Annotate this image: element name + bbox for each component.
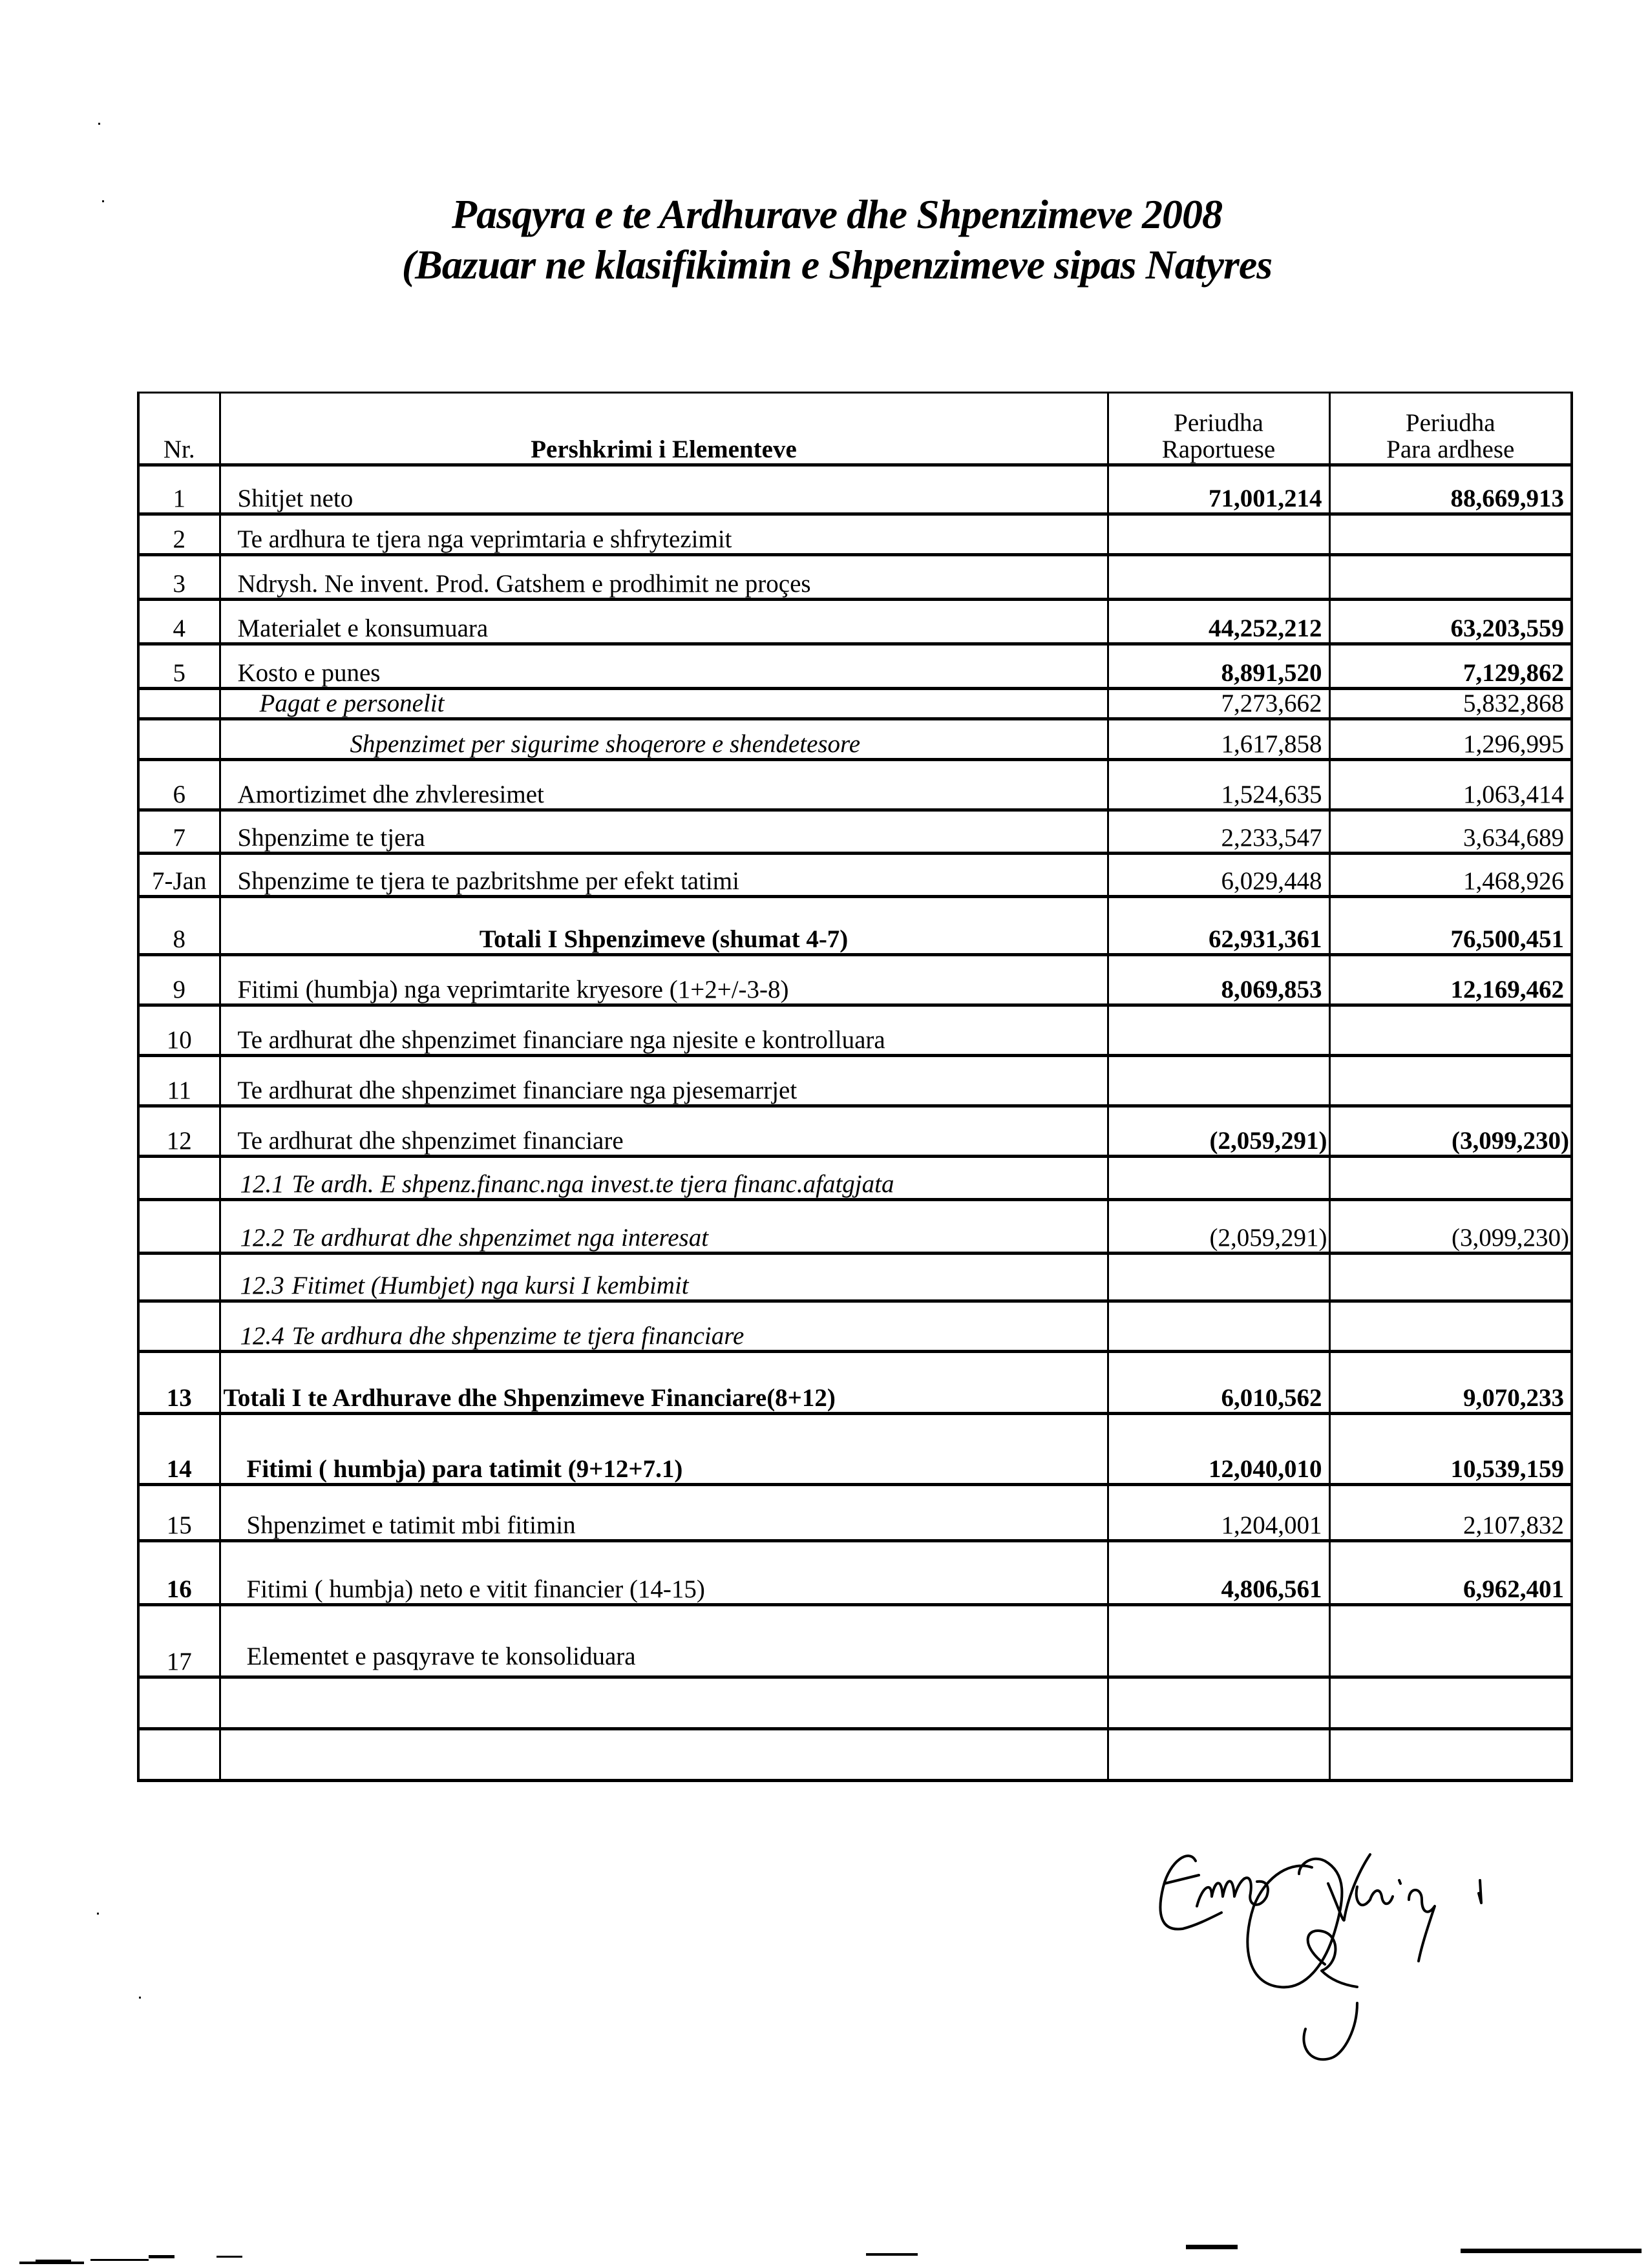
- row-current: 1,204,001: [1108, 1485, 1329, 1541]
- row-previous: [1329, 1301, 1572, 1352]
- row-nr: 16: [138, 1541, 220, 1605]
- row-nr: 9: [138, 955, 220, 1005]
- row-current: [1108, 1729, 1329, 1781]
- row-label: Shpenzime te tjera: [220, 810, 1108, 854]
- row-previous: [1329, 1254, 1572, 1301]
- row-nr: 13: [138, 1352, 220, 1414]
- row-current: [1108, 1157, 1329, 1200]
- row-nr: 4: [138, 600, 220, 644]
- table-header-row: [138, 393, 1572, 465]
- table-row: [138, 1605, 1572, 1677]
- table-row: [138, 719, 1572, 760]
- row-label: [220, 1200, 1108, 1254]
- scan-edge-mark: [866, 2253, 918, 2256]
- row-previous: 63,203,559: [1329, 600, 1572, 644]
- table-row: [138, 1485, 1572, 1541]
- table-row: [138, 1541, 1572, 1605]
- row-current: 71,001,214: [1108, 465, 1329, 514]
- row-current: [1108, 1254, 1329, 1301]
- row-previous: (3,099,230): [1329, 1106, 1572, 1157]
- row-label: Shpenzimet e tatimit mbi fitimin: [220, 1485, 1108, 1541]
- row-previous: 9,070,233: [1329, 1352, 1572, 1414]
- row-nr: [138, 1301, 220, 1352]
- row-nr: 7: [138, 810, 220, 854]
- scan-speck: [98, 123, 100, 125]
- row-previous: 88,669,913: [1329, 465, 1572, 514]
- row-previous: 10,539,159: [1329, 1414, 1572, 1485]
- table-row: [138, 897, 1572, 955]
- row-current: 2,233,547: [1108, 810, 1329, 854]
- row-nr: 6: [138, 760, 220, 810]
- row-previous: 2,107,832: [1329, 1485, 1572, 1541]
- row-previous: [1329, 555, 1572, 600]
- table-row: [138, 1301, 1572, 1352]
- row-label: Ndrysh. Ne invent. Prod. Gatshem e prodhimit ne proçes: [220, 555, 1108, 600]
- table-row: [138, 1352, 1572, 1414]
- header-nr: Nr.: [138, 393, 220, 465]
- row-label: Te ardhurat dhe shpenzimet financiare nga pjesemarrjet: [220, 1056, 1108, 1106]
- row-current: [1108, 555, 1329, 600]
- row-label: [220, 1729, 1108, 1781]
- row-current: [1108, 1677, 1329, 1729]
- row-nr: 1: [138, 465, 220, 514]
- header-current-line1: Periudha: [1174, 409, 1263, 437]
- income-statement-table: [137, 392, 1573, 1782]
- row-current: [1108, 1301, 1329, 1352]
- document-subtitle: (Bazuar ne klasifikimin e Shpenzimeve sipas Natyres: [401, 242, 1273, 288]
- row-current: (2,059,291): [1108, 1200, 1329, 1254]
- row-sub-label: Te ardh. E shpenz.financ.nga invest.te tjera financ.afatgjata: [291, 1170, 894, 1199]
- row-current: 1,617,858: [1108, 719, 1329, 760]
- scan-edge-mark: [1461, 2249, 1642, 2253]
- row-nr: 2: [138, 514, 220, 555]
- row-nr: [138, 1729, 220, 1781]
- row-label: Shitjet neto: [220, 465, 1108, 514]
- row-label: Fitimi (humbja) nga veprimtarite kryesore (1+2+/-3-8): [220, 955, 1108, 1005]
- row-nr: 3: [138, 555, 220, 600]
- header-previous-period: [1329, 393, 1572, 465]
- table-row: [138, 1106, 1572, 1157]
- header-previous-line2: Para ardhese: [1386, 436, 1515, 464]
- scan-speck: [139, 1997, 141, 1999]
- row-current: [1108, 1056, 1329, 1106]
- row-nr: 12: [138, 1106, 220, 1157]
- row-nr: [138, 1200, 220, 1254]
- row-sub-number: 12.4: [240, 1322, 284, 1350]
- table-row: [138, 1056, 1572, 1106]
- scan-speck: [97, 1913, 99, 1915]
- table-row: [138, 465, 1572, 514]
- table-row: [138, 854, 1572, 897]
- row-current: [1108, 1005, 1329, 1056]
- row-current: 4,806,561: [1108, 1541, 1329, 1605]
- table-row: [138, 600, 1572, 644]
- row-previous: 1,063,414: [1329, 760, 1572, 810]
- row-current: 6,029,448: [1108, 854, 1329, 897]
- row-previous: 76,500,451: [1329, 897, 1572, 955]
- row-label: Amortizimet dhe zhvleresimet: [220, 760, 1108, 810]
- scan-speck: [102, 200, 104, 202]
- table-row: [138, 1254, 1572, 1301]
- header-previous-line1: Periudha: [1405, 409, 1495, 437]
- row-previous: [1329, 1605, 1572, 1677]
- row-previous: [1329, 1005, 1572, 1056]
- table-row: [138, 810, 1572, 854]
- row-label: [220, 1301, 1108, 1352]
- row-current: [1108, 1605, 1329, 1677]
- table-row: [138, 644, 1572, 689]
- row-previous: (3,099,230): [1329, 1200, 1572, 1254]
- signature-icon: [1150, 1835, 1616, 2068]
- row-label: Shpenzimet per sigurime shoqerore e shendetesore: [220, 719, 1108, 760]
- row-previous: 1,296,995: [1329, 719, 1572, 760]
- row-label: Totali I te Ardhurave dhe Shpenzimeve Financiare(8+12): [220, 1352, 1108, 1414]
- row-nr: [138, 1254, 220, 1301]
- scan-edge-mark: [36, 2260, 71, 2262]
- scan-edge-mark: [1186, 2245, 1238, 2249]
- table-row: [138, 1005, 1572, 1056]
- row-nr: 17: [138, 1605, 220, 1677]
- row-nr: 15: [138, 1485, 220, 1541]
- row-sub-label: Fitimet (Humbjet) nga kursi I kembimit: [291, 1272, 689, 1300]
- scan-edge-mark: [90, 2259, 149, 2261]
- row-nr: 14: [138, 1414, 220, 1485]
- row-label: [220, 1677, 1108, 1729]
- row-current: 7,273,662: [1108, 689, 1329, 719]
- row-nr: [138, 1157, 220, 1200]
- row-previous: 3,634,689: [1329, 810, 1572, 854]
- row-sub-number: 12.1: [240, 1170, 284, 1199]
- row-label: Shpenzime te tjera te pazbritshme per efekt tatimi: [220, 854, 1108, 897]
- table-row: [138, 514, 1572, 555]
- row-label: Materialet e konsumuara: [220, 600, 1108, 644]
- row-previous: [1329, 1157, 1572, 1200]
- row-nr: 7-Jan: [138, 854, 220, 897]
- table-row: [138, 689, 1572, 719]
- scan-edge-mark: [217, 2256, 242, 2258]
- row-nr: 8: [138, 897, 220, 955]
- row-nr: [138, 1677, 220, 1729]
- row-sub-number: 12.2: [240, 1224, 284, 1252]
- row-current: [1108, 514, 1329, 555]
- row-previous: 1,468,926: [1329, 854, 1572, 897]
- row-nr: [138, 689, 220, 719]
- scan-edge-mark: [19, 2262, 84, 2264]
- row-current: 62,931,361: [1108, 897, 1329, 955]
- row-label: Kosto e punes: [220, 644, 1108, 689]
- table-row: [138, 1414, 1572, 1485]
- scan-edge-mark: [149, 2255, 174, 2257]
- table-row: [138, 955, 1572, 1005]
- row-label: Te ardhura te tjera nga veprimtaria e shfrytezimit: [220, 514, 1108, 555]
- row-sub-label: Te ardhura dhe shpenzime te tjera financiare: [291, 1322, 745, 1350]
- row-nr: 11: [138, 1056, 220, 1106]
- row-label: Totali I Shpenzimeve (shumat 4-7): [220, 897, 1108, 955]
- row-nr: 5: [138, 644, 220, 689]
- row-current: 6,010,562: [1108, 1352, 1329, 1414]
- row-current: 1,524,635: [1108, 760, 1329, 810]
- row-nr: 10: [138, 1005, 220, 1056]
- header-current-period: [1108, 393, 1329, 465]
- row-label: Fitimi ( humbja) para tatimit (9+12+7.1): [220, 1414, 1108, 1485]
- row-previous: [1329, 514, 1572, 555]
- row-label: Te ardhurat dhe shpenzimet financiare nga njesite e kontrolluara: [220, 1005, 1108, 1056]
- row-nr: [138, 719, 220, 760]
- row-label: Fitimi ( humbja) neto e vitit financier (14-15): [220, 1541, 1108, 1605]
- row-sub-number: 12.3: [240, 1272, 284, 1300]
- row-previous: [1329, 1056, 1572, 1106]
- row-label: [220, 1157, 1108, 1200]
- row-previous: [1329, 1729, 1572, 1781]
- row-previous: 7,129,862: [1329, 644, 1572, 689]
- row-previous: 12,169,462: [1329, 955, 1572, 1005]
- header-current-line2: Raportuese: [1161, 436, 1276, 464]
- row-label: Te ardhurat dhe shpenzimet financiare: [220, 1106, 1108, 1157]
- row-label: [220, 1254, 1108, 1301]
- table-row: [138, 555, 1572, 600]
- table-row: [138, 760, 1572, 810]
- row-previous: [1329, 1677, 1572, 1729]
- table-row: [138, 1200, 1572, 1254]
- row-current: (2,059,291): [1108, 1106, 1329, 1157]
- table-row-blank: [138, 1729, 1572, 1781]
- table-row-blank: [138, 1677, 1572, 1729]
- row-sub-label: Te ardhurat dhe shpenzimet nga interesat: [291, 1224, 709, 1252]
- row-label: Pagat e personelit: [220, 689, 1108, 719]
- row-previous: 6,962,401: [1329, 1541, 1572, 1605]
- table-row: [138, 1157, 1572, 1200]
- header-description: Pershkrimi i Elementeve: [220, 393, 1108, 465]
- row-current: 12,040,010: [1108, 1414, 1329, 1485]
- row-current: 8,069,853: [1108, 955, 1329, 1005]
- document-title: Pasqyra e te Ardhurave dhe Shpenzimeve 2008: [452, 191, 1222, 237]
- row-previous: 5,832,868: [1329, 689, 1572, 719]
- row-label: Elementet e pasqyrave te konsoliduara: [220, 1605, 1108, 1677]
- row-current: 8,891,520: [1108, 644, 1329, 689]
- row-current: 44,252,212: [1108, 600, 1329, 644]
